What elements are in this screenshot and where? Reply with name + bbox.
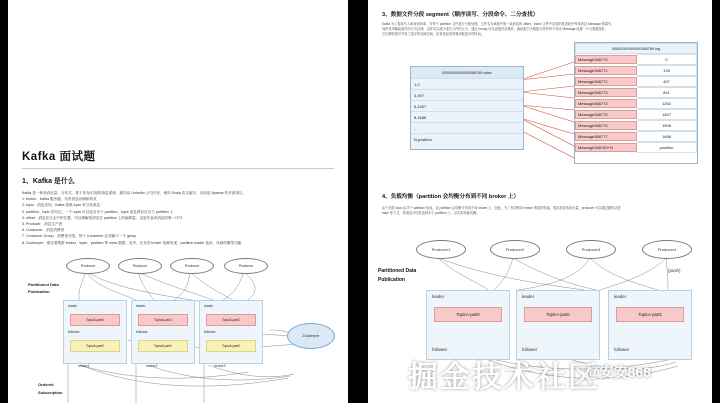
partitioned-data-label: Partitioned Data xyxy=(28,282,59,287)
log-message: Message368772 xyxy=(575,77,637,86)
index-row: N,position xyxy=(414,137,432,142)
publication-label: Publication xyxy=(378,277,405,283)
follower-label: follower xyxy=(204,330,216,334)
leader-label: leader xyxy=(522,294,535,299)
partitioned-data-label: Partitioned Data xyxy=(378,268,417,274)
body-line: 8. Zookeeper：保存着集群 broker、topic、partition 等 meta 数据；另外，还负责 broker 故障发现，partition leader 选举，负载均衡等功能 xyxy=(22,240,242,245)
section-1-heading: 1、Kafka 是什么 xyxy=(22,178,75,185)
leader-label: leader xyxy=(432,294,445,299)
log-message: Message368769+N xyxy=(575,143,637,152)
partition-chip: TopicA-part1 xyxy=(138,340,188,352)
leader-label: leader xyxy=(136,304,146,308)
index-row: 3,497 xyxy=(411,90,523,101)
body-line: 同时采用稀疏索引的方式存储，这样可以减少索引文件的大小，通过 mmap 可以直接内存操作，稀疏索引为数据文件的每个对应 Message 设置一个元数据指针， xyxy=(382,27,609,32)
body-line: 6. Consumer：消息消费者 xyxy=(22,228,65,233)
index-row: 6,1407 xyxy=(411,101,523,112)
body-line: Kafka 为了提高写入和查询效率，对每个 partition 文件进行分段处理，文件名为该段中第一条消息的 offset，index 文件中存放的是该段中每条消息 Message 的索引， xyxy=(382,22,615,26)
log-message: Message368771 xyxy=(575,66,637,75)
log-offset: 1407 xyxy=(637,109,697,120)
log-offset: 1686 xyxy=(637,131,697,142)
partition-chip: TopicA-part0 xyxy=(70,314,120,326)
body-line: Kafka 是一种高吞吐量、分布式、基于发布/订阅的消息系统，最初由 Linkedin 公司开发，使用 Scala 语言编写，目前是 Apache 的开源项目。 xyxy=(22,191,247,195)
producer-node: Producer xyxy=(118,258,162,274)
body-line: 3. partition：topic 的分区，一个 topic 可以包含多个 partition，topic 消息保存在各个 partition 上 xyxy=(22,209,174,214)
leader-label: leader xyxy=(68,304,78,308)
producer-node: Producer xyxy=(170,258,214,274)
log-offset: 1508 xyxy=(637,120,697,131)
log-offset: 841 xyxy=(637,87,697,98)
log-message: Message368770 xyxy=(575,55,637,64)
producer-node: Producer4 xyxy=(642,240,692,259)
producer-node: Producer2 xyxy=(490,240,540,259)
index-file-title: 00000000000000368769.index xyxy=(411,67,523,79)
log-message: Message368774 xyxy=(575,99,637,108)
body-line: 由于消息 topic 由多个 partition 组成，且 partition 会均衡分布到不同 broker 上，因此，为了有效利用 broker 集群的性能，提高消息的吞吐量，producer 可以通过随机或者 xyxy=(382,206,621,210)
section-4-heading: 4、负载均衡（partition 会均衡分布到不同 broker 上） xyxy=(382,194,520,200)
follower-label: follower xyxy=(136,330,148,334)
follower-label: follower xyxy=(432,347,448,352)
partition-chip: TopicA-part0 xyxy=(524,307,592,322)
page-title: Kafka 面试题 xyxy=(22,151,96,163)
partition-chip: TopicA-part2 xyxy=(206,314,256,326)
broker-name: broker2 xyxy=(146,364,158,368)
subscription-label: Subscription xyxy=(38,390,63,395)
body-line: 1. broker：Kafka 服务器，负责消息存储和转发 xyxy=(22,197,97,202)
index-row: 1,0 xyxy=(411,79,523,90)
body-line: 7. Consumer Group：消费者分组，每个 Consumer 必须属于一个 group xyxy=(22,234,137,239)
producer-node: Producer xyxy=(224,258,268,274)
partition-chip: TopicA-part0 xyxy=(206,340,256,352)
kafka-architecture-diagram xyxy=(8,0,348,403)
watermark-handle: @安安868 xyxy=(586,364,652,380)
producer-node: Producer1 xyxy=(416,240,466,259)
partition-chip: TopicA-part0 xyxy=(434,307,502,322)
watermark-logo: 掘金技术社区 xyxy=(408,361,600,394)
log-offset: position xyxy=(637,142,697,153)
zookeeper-node: Zookeeper xyxy=(287,323,335,349)
section-3-heading: 3、数据文件分段 segment（顺序读写、分段命令、二分查找） xyxy=(382,12,539,18)
follower-label: follower xyxy=(68,330,80,334)
publication-label: Publication xyxy=(28,289,50,294)
body-line: 它比稠密索引节省了更多的存储空间，但查找起来需要消耗更多的时间。 xyxy=(382,32,484,37)
body-line: 2. topic：消息类别，Kafka 按照 topic 来分类消息 xyxy=(22,203,101,208)
producer-node: Producer3 xyxy=(566,240,616,259)
log-message: Message368777 xyxy=(575,132,637,141)
log-offset: 1262 xyxy=(637,98,697,109)
push-label: (push) xyxy=(668,268,681,273)
follower-label: follower xyxy=(522,347,538,352)
partition-chip: TopicA-part2 xyxy=(70,340,120,352)
left-page xyxy=(8,0,348,403)
partition-chip: TopicA-part2 xyxy=(616,307,684,322)
log-message: Message368773 xyxy=(575,88,637,97)
follower-label: follower xyxy=(614,347,630,352)
body-line: hash 等方式，将消息平均发送到多个 partition 上，以实现负载均衡。 xyxy=(382,211,480,216)
log-message: Message368776 xyxy=(575,121,637,130)
index-row: ... xyxy=(411,123,523,134)
ordered-label: Ordered xyxy=(38,382,54,387)
index-row: 8,1686 xyxy=(411,112,523,123)
leader-label: leader xyxy=(614,294,627,299)
log-offset: 497 xyxy=(637,76,697,87)
body-line: 5. Producer：消息生产者 xyxy=(22,222,63,227)
right-page xyxy=(368,0,712,403)
broker-name: broker1 xyxy=(78,364,90,368)
log-file-title: 00000000000000368769.log xyxy=(575,43,697,54)
log-offset: 139 xyxy=(637,65,697,76)
broker-name: broker3 xyxy=(214,364,226,368)
producer-node: Producer xyxy=(66,258,110,274)
leader-label: leader xyxy=(204,304,214,308)
log-message: Message368775 xyxy=(575,110,637,119)
partition-chip: TopicA-part1 xyxy=(138,314,188,326)
body-line: 4. offset：消息在日志中的位置，可以理解是消息在 partition 上的偏移量，也是代表该消息的唯一序号 xyxy=(22,215,183,220)
log-offset: 0 xyxy=(637,54,697,65)
